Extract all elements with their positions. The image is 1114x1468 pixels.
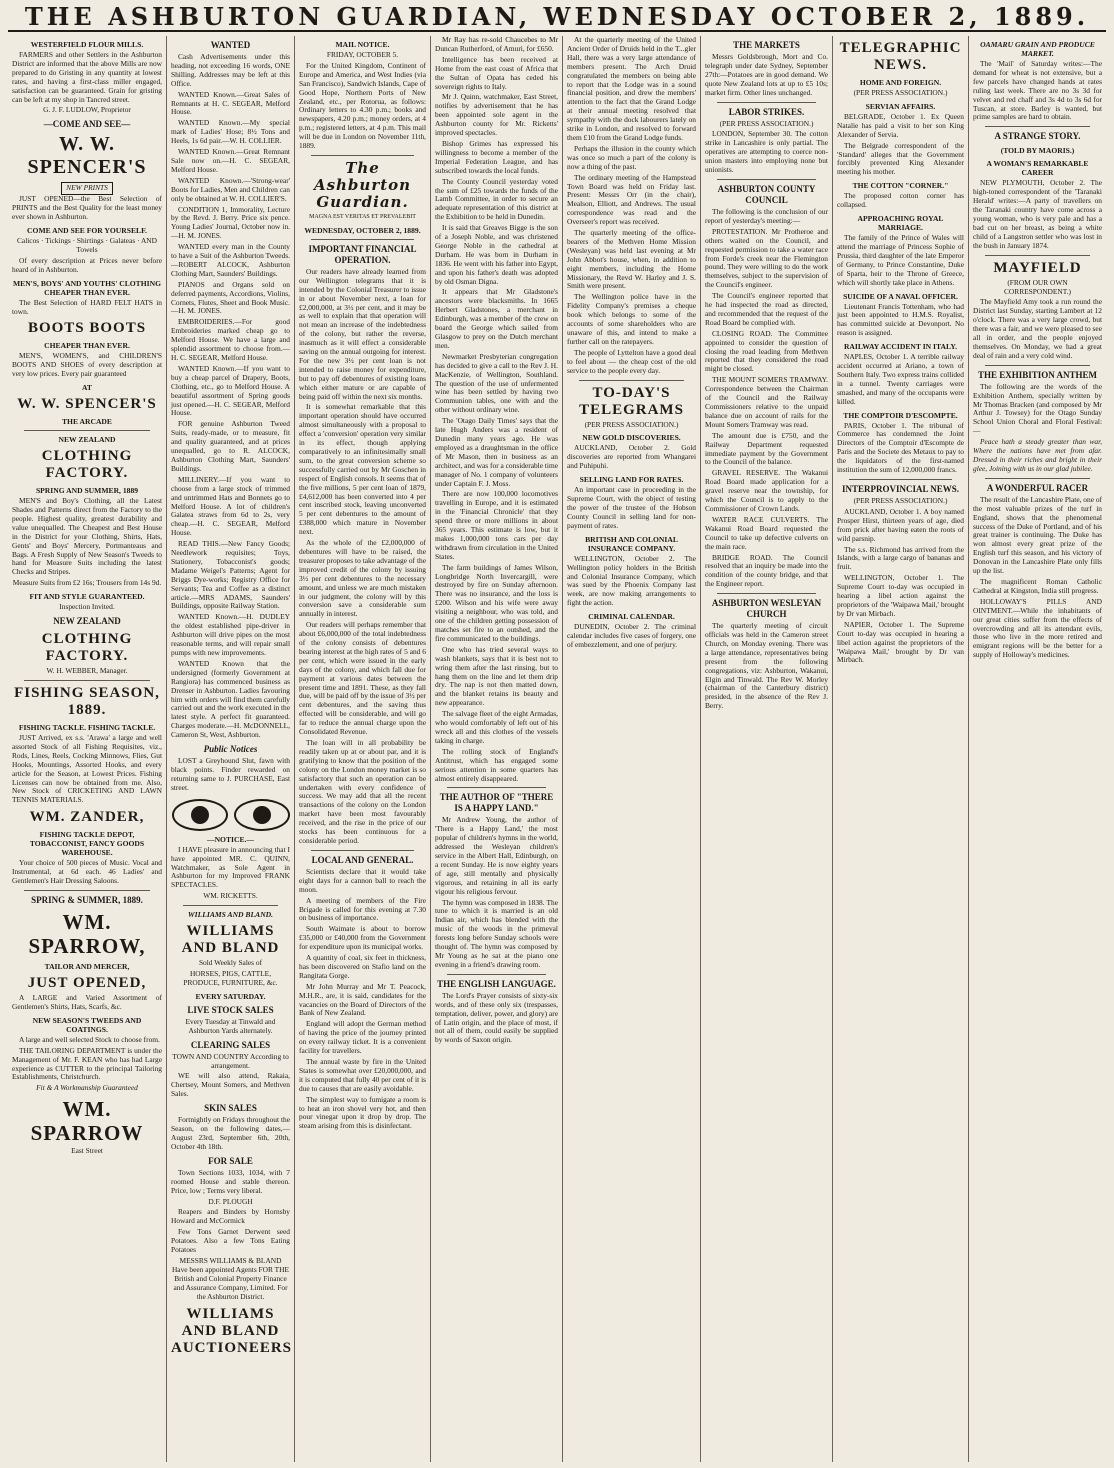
wanted-sub: Cash Advertisements under this heading, not exceeding 16 words, ONE Shilling. Addresses may be left at this Office. [171,52,290,88]
editorial-para: The loan will in all probability be readily taken up at or about par, and it is gratifying to know that the position of the colony on the London money market is so satisfactory that such an operation can be undertaken with every confidence of success. We may add that all the recent transactions of the colony on the London market have been most favourably received, and the rise in the price of our stocks has been continuous for a considerable period. [299,738,426,845]
eye-icon [172,799,228,831]
news-para: At the quarterly meeting of the United Ancient Order of Druids held in the T...gler Hall, there was a very large attendance of members present. The Arch Druid congratulated the members on being able to report that the Lodge was in a sound financial position, and drew the members' attention to the fact that the Grand Lodge at their annual meeting resolved that sympathy with the dock labourers lately on strike in London, and resolved to forward them £10 from the Grand Lodge funds. [567,36,696,142]
masthead [8,2,1106,32]
church-text: The quarterly meeting of circuit officials was held in the Cameron street Church, on Monday evening. There was a large attendance, representatives being present from the following congregations, viz: Ashburton, Wakanui, Elgin and Tinwald. The Rev W. Morley (chairman of the Canterbury district) presided, in the absence of the Rev J. Berry. [705,621,828,711]
tailoring-text: THE TAILORING DEPARTMENT is under the Management of Mr. F. KEAN who has had Large experience as CUTTER to the principal Tailoring Establishments, Christchurch. [12,1045,162,1082]
local-para: The simplest way to fumigate a room is to heat an iron shovel very hot, and then pour vinegar upon it drop by drop. The steam arising from this is disinfectant. [299,1094,426,1131]
mayfield-sub: (FROM OUR OWN CORRESPONDENT.) [1004,277,1071,296]
boots-heading: BOOTS BOOTS [27,320,147,337]
spencer-name-2: W. W. SPENCER'S [17,396,157,413]
new-prints-badge: NEW PRINTS [61,182,113,195]
council-para: PROTESTATION. Mr Protheroe and others waited on the Council, and requested permission to take a water race from Forde's creek near the Flemington pound. They were willing to do the work themselves, subject to the supervision of the Council's engineer. [705,226,828,290]
council-para: The amount due is £750, and the Railway Department requested immediate payment by the Government to the Council of the balance. [705,430,828,467]
local-para: Mr John Murray and Mr T. Peacock, M.H.R., are, it is said, candidates for the vacancies on the Board of Directors of the Bank of New Zealand. [299,981,426,1018]
columns [8,36,1106,1462]
interprovincial-heading: INTERPROVINCIAL NEWS. [841,484,960,494]
strange-sub: (TOLD BY MAORIS.) [1000,146,1075,156]
labor-text: LONDON, September 30. The cotton strike in Lancashire is only partial. The operatives are attempting to coerce non-union masters into employing none but unionists. [705,129,828,175]
agents-text: MESSRS WILLIAMS & BLAND Have been appointed Agents FOR THE British and Colonial Property Finance and Assurance Company, Limited. For the Ashburton District. [171,1255,290,1301]
mail-heading: MAIL NOTICE. [335,40,390,49]
public-notices: Public Notices [203,744,258,755]
cotton-text: The proposed cotton corner has collapsed. [837,191,964,210]
railway-heading: RAILWAY ACCIDENT IN ITALY. [843,342,958,352]
news-para: Newmarket Presbyterian congregation has decided to give a call to the Rev J. H. MacKenzie, of Wellington, Southland. The question of the use of unfermented wine has been settled by having two Communion tables, one with and the other without ordinary wine. [435,351,558,415]
clothing-factory: CLOTHING FACTORY. [41,448,133,482]
hats-text: The Best Selection of HARD FELT HATS in town. [12,297,162,316]
council-para: The following is the conclusion of our report of yesterday's meeting:— [705,206,828,225]
every-saturday: EVERY SATURDAY. [195,991,266,1001]
inspection: Inspection Invited. [59,602,115,612]
zander-text: Your choice of 500 pieces of Music. Vocal and Instrumental, at 6d each. 46 Ladies' and Gentlemen's Hair Dressing Saloons. [12,858,162,886]
wb-heading: WILLIAMS AND BLAND [181,923,280,957]
gold-text: AUCKLAND, October 2. Gold discoveries are reported from Whangarei and Puhipuhi. [567,443,696,471]
rickets: WM. RICKETTS. [203,891,258,901]
council-heading: ASHBURTON COUNTY COUNCIL [717,183,816,205]
at-label: AT [82,383,92,393]
church-heading: ASHBURTON WESLEYAN CHURCH [711,598,822,620]
wanted-ad: WANTED Known.—Great Sales of Remnants at H. C. SEGEAR, Melford House. [171,89,290,117]
strange-heading: A STRANGE STORY. [994,131,1081,142]
council-para: GRAVEL RESERVE. The Wakanui Road Board made application for a gravel reserve near the township, for which the Council is to apply to the Commissioner of Crown Lands. [705,468,828,513]
news-para: Mr Ray has re-sold Chaucebes to Mr Duncan Rutherford, of Amuri, for £650. [435,36,558,53]
sell-text: WE will also attend, Rakaia, Chertsey, Mount Somers, and Methven Sales. [171,1071,290,1099]
guardian-masthead: The Ashburton Guardian. [313,158,412,211]
tackle-text: JUST Arrived, ex s.s. 'Arawa' a large and well assorted Stock of all Fishing Requisites, viz., Rods, Lines, Reels, Cocking Minnows, Flies, Gut Hooks, Mountings, Assorted Hooks, and every article for the Season, at Lowest Prices. Fishing Licenses can now be obtained from me. Also, New Stock of CRICKETING AND LAWN TENNIS MATERIALS. [12,733,162,805]
news-para: The 'Otago Daily Times' says that the late Hugh Anders was a resident of Dunedin many years ago. He was employed as a draughtsman in the office of Mr Mason, then in business as an architect, and was for a considerable time manager of No. 1 company of volunteers under Captain F. J. Moss. [435,416,558,488]
fishing-tackle: FISHING TACKLE. FISHING TACKLE. [18,723,156,732]
east-street: East Street [71,1146,103,1156]
wb-items: HORSES, PIGS, CATTLE, PRODUCE, FURNITURE, &c. [183,969,278,987]
editorial-para: It is somewhat remarkable that this important operation should have occurred almost simultaneously with a proposal to effect a 'conversion' operation very similar in its effect, though applying comparatively to an infinitesimally small sum, to the great conversion scheme so successfully carried out by Mr Goschen in respect of English consols. It seems that of the five millions, 5 per cent loan of 1879, £4,612,000 has been converted into 4 per cent inscribed stock, leaving unconverted 5 per cent debentures to the amount of £388,000 which mature in November next. [299,402,426,537]
live-stock: LIVE STOCK SALES [187,1004,274,1015]
inter-para: WELLINGTON, October 1. The Supreme Court to-day was occupied in hearing a libel action against the proprietors of the 'Waipawa Mail,' brought by Dr van Mirbach. [837,573,964,618]
comptoir-heading: THE COMPTOIR D'ESCOMPTE. [843,410,958,420]
come-see: —COME AND SEE— [43,119,131,130]
measure-text: Measure Suits from £2 16s; Trousers from 14s 9d. [12,578,162,588]
council-para: CLOSING ROAD. The Committee appointed to consider the question of closing the road leading from Methven reported that they considered the road might be closed. [705,328,828,374]
wanted-ad: CONDITION 1, Immorality, Lecture by the Revd. J. Berry. Price six pence. Young Ladies' Journal, October now in.—H. M. JONES. [171,204,290,241]
anthem-text: The following are the words of the Exhibition Anthem, specially written by Mr Thomas Bracken (and composed by Mr Arthur J. Towsey) for the Otago Sunday School Union Choral and Floral Festival:— [973,381,1102,436]
mail-text: For the United Kingdom, Continent of Europe and America, and West Indies (via San Francisco), Sandwich Islands, Cape of Good Hope, Northern Ports of New Zealand, etc., per Rotorua, as follows: Ordinary letters to 4.30 p.m.; books and newspapers, 4.20 p.m.; money orders, at 4 p.m.; registered letters, at 4 p.m. This mail will be due in London on November 11th, 1889. [299,60,426,151]
wanted-ad: WANTED Known.—Great Remnant Sale now on.—H. C. SEGEAR, Melford House. [171,147,290,174]
column-1-advertisements [8,36,166,1462]
suicide-text: Lieutenant Francis Tottenham, who had just been appointed to H.M.S. Royalist, has committed suicide at Devonport. No reason is assigned. [837,301,964,338]
local-para: South Waimate is about to borrow £35,000 or £40,000 from the Government for expenditure upon its municipal works. [299,924,426,952]
fishing-season: FISHING SEASON, 1889. [14,685,160,718]
land-text: An important case in proceeding in the Supreme Court, with the object of testing the power of the trustee of the Hobson County Council in selling land for non-payment of rates. [567,485,696,530]
wanted-ad: WANTED Known.—'Strong-wear' Boots for Ladies, Men and Children can only be obtained at W. H. COLLIER'S. [171,175,290,203]
mens-clothing: MEN'S, BOYS' AND YOUTHS' CLOTHING CHEAPER THAN EVER. [12,278,162,297]
woman-heading: A WOMAN'S REMARKABLE CAREER [986,159,1089,178]
spencer-text: JUST OPENED—the Best Selection of PRINTS and the Best Quality for the least money ever shown in Ashburton. [12,194,162,222]
news-para: Intelligence has been received at Home from the east coast of Africa that the Sultan of Opata has ceded his sovereign rights to Italy. [435,54,558,91]
notice-heading: —NOTICE.— [206,834,255,844]
mill-heading: WESTERFIELD FLOUR MILLS. [30,40,144,49]
market-heading: OAMARU GRAIN AND PRODUCE MARKET. [980,40,1095,58]
sale-item: D.F. PLOUGH [208,1196,253,1206]
live-text: Every Tuesday at Tinwald and Ashburton Yards alternately. [185,1016,276,1035]
local-para: Scientists declare that it would take eight days for a cannon ball to reach the moon. [299,866,426,894]
anthem-verse: Peace hath a steady greater than war, Where the nations have met from afar. Dressed in their riches and bright in their glee, Joining with us in our glad jubilee. [973,437,1102,473]
news-para: Perhaps the illusion in the county which was once so much a part of the colony is now a thing of the past. [567,143,696,171]
telegrams-heading: TO-DAY'S TELEGRAMS [579,384,684,418]
mill-signature: G. J. F. LUDLOW, Proprietor [43,105,131,115]
sparrow-text: A LARGE and Varied Assortment of Gentlemen's Shirts, Hats, Scarfs, &c. [12,992,162,1011]
railway-text: NAPLES, October 1. A terrible railway accident occurred at Ariano, a town of Southern Italy. Two express trains collided in a tunnel. Twenty carriages were smashed, and many of the occupants were killed. [837,352,964,406]
telegraphic-heading: TELEGRAPHIC NEWS. [839,40,962,73]
insurance-text: WELLINGTON, October 2. The Wellington policy holders in the British and Colonial Insurance Company, which was sued by the Phoenix Company last week, are now making arrangements to fight the action. [567,553,696,608]
inter-para: NAPIER, October 1. The Supreme Court to-day was occupied in hearing a libel action against the proprietors of the 'Waipawa Mail,' brought by Dr van Mirbach. [837,619,964,665]
clearing-text: TOWN AND COUNTRY According to arrangement. [172,1051,289,1070]
news-para: The County Council yesterday voted the sum of £25 towards the funds of the Lamb Committee, in order to secure an adequate representation of this district at the Exhibition to be held in Dunedin. [435,176,558,222]
news-para: Mr J. Quinn, watchmaker, East Street, notifies by advertisement that he has been appointed sole agent in the Ashburton county for Mr. Ricketts' improved spectacles. [435,92,558,138]
criminal-text: DUNEDIN, October 2. The criminal calendar includes five cases of forgery, one of embezzlement, and one of perjury. [567,622,696,649]
local-para: England will adopt the German method of having the price of the journey printed on every railway ticket. It is a convenient facility for travellers. [299,1019,426,1056]
royal-text: The family of the Prince of Wales will attend the marriage of Princess Sophie of Prussia, third daughter of the late Emperor of Germany, to Prince Constantine, Duke of Sparta, heir to the Throne of Greece, which will shortly take place in Athens. [837,233,964,287]
wanted-ad: WANTED Known.—My special mark of Ladies' Hose; 8½ Tons and Heels, 1s 6d pair.—W. H. COLLIER. [171,118,290,146]
sale-item: Few Tons Garnet Derwent seed Potatoes. Also a few Tons Eating Potatoes [171,1227,290,1255]
holloway-text: HOLLOWAY'S PILLS AND OINTMENT.—While the inhabitants of our great cities suffer from the effects of overcrowding and all its attendant evils, those who live in the more retired and emigrant regions will be the better for a supply of Holloway's medicines. [973,596,1102,660]
local-para: The annual waste by fire in the United States is somewhat over £20,000,000, and it is computed that fully 40 per cent of it is due to causes that are easily avoidable. [299,1057,426,1093]
local-para: A meeting of members of the Fire Brigade is called for this evening at 7.30 on business of importance. [299,895,426,923]
news-para: The farm buildings of James Wilson, Longbridge North Invercargill, were destroyed by fire on Sunday afternoon. There was no insurance, and the loss is £200. Wilson and his wife were away visiting a neighbour, who was told, and one of the children getting possession of matches set fire to an outshed, and the fire communicated to the buildings. [435,562,558,643]
wanted-ad: WANTED every man in the County to have a Suit of the Ashburton Tweeds.—ROBERT ALCOCK, Ashburton Clothing Mart, Saunders' Buildings. [171,242,290,278]
local-general: LOCAL AND GENERAL. [311,854,414,865]
news-para: The people of Lyttelton have a good deal to feel about — the cheap cost of the old service to the people every day. [567,347,696,375]
news-para: It appears that Mr Gladstone's ancestors were blacksmiths. In 1665 Herbert Gladstones, a merchant in Edinburgh, was a member of the crew on board the George which sailed from Glasgow to prey on the Dutch merchant men. [435,287,558,350]
tweeds-heading: NEW SEASON'S TWEEDS AND COATINGS. [32,1015,142,1034]
home-foreign: HOME AND FOREIGN. [859,78,942,87]
editorial-para: Our readers have already learned from our Wellington telegrams that it is intended by the Colonial Treasurer to issue in or about November next, a loan for £2,000,000, at 3½ per cent, and it may be as well to explain that that operation will not mean an increase of the indebtedness of the colony, but rather the reverse, inasmuch as it will effect a considerable saving on the annual outgoing for interest. For the new 3½ per cent loan is not intended to raise money for expenditure, but to pay off debentures of existing loans which either mature or are capable of being paid off within the next six months. [299,266,426,401]
nz-label-2: NEW ZEALAND [53,616,121,627]
mill-text: FARMERS and other Settlers in the Ashburton District are informed that the above Mills are now prepared to do Gristing in any quantity at lowest rates, and having a first-class miller engaged, satisfaction can be guaranteed. Grain for gristing can be left at my shop in Tancred street. [12,50,162,104]
tweeds-text: A large and well selected Stock to choose from. [19,1034,160,1044]
webber-manager: W. H. WEBBER, Manager. [46,666,128,676]
factory-text: MEN'S and Boy's Clothing, all the Latest Shades and Patterns direct from the Factory to the people. Highest quality, greatest durability and value unequalled. The Cheapest and Best House in the District for your Clothing, Shirts, Hats, Gents' and Boys' Mercery, Portmanteaus and Bags. A Fresh Supply of New Season's Tweeds to hand for Measure Suits including the latest Checks and Stripes. [12,496,162,577]
labor-heading: LABOR STRIKES. [728,106,805,117]
editorial-para: As the whole of the £2,000,000 of debentures will have to be raised, the treasurer proposes to take advantage of the improved credit of the colony by issuing 3½ per cent debentures to the necessary amount, and unless we are much mistaken in our judgment, the colony will by this conversion save a considerable sum annually in interest. [299,538,426,619]
language-text: The Lord's Prayer consists of sixty-six words, and of these only six (trespasses, temptation, deliver, power, and glory) are of Latin origin, and the place of most, if not all of them, could easily be supplied by words of Saxon origin. [435,990,558,1045]
wanted-ad: WANTED Known.—H. DUDLEY the oldest established pipe-driver in Ashburton will drive pipes on the most reasonable terms, and will repair small pumps with new improvements. [171,612,290,657]
press-association: (PER PRESS ASSOCIATION.) [584,419,679,429]
market-text: The 'Mail' of Saturday writes:—The demand for wheat is not extensive, but a few parcels have changed hands at rates ruling last week. There are no 3s 3d for velvet and red chaff and 3s 4d to 3s 6d for Tuscan, at store. Barley is wanted, but prime samples are hard to obtain. [973,59,1102,122]
comptoir-text: PARIS, October 1. The tribunal of Commerce has condemned the Joint Directors of the Comptoir d'Escompte de Paris and the Societe des Metaux to pay to the liquidators of the first-named institution the sum of 12,000,000 francs. [837,420,964,475]
author-heading: THE AUTHOR OF "THERE IS A HAPPY LAND." [439,792,554,814]
criminal-heading: CRIMINAL CALENDAR. [588,612,675,622]
council-para: The Council's engineer reported that he had inspected the road as directed, and recommended that the request of the Road Board be complied with. [705,291,828,327]
news-para: Bishop Grimes has expressed his willingness to become a member of the Imperial Federation League, and has subscribed towards the local funds. [435,138,558,175]
racer-heading: A WONDERFUL RACER [986,482,1089,493]
wanted-ad: PIANOS and Organs sold on deferred payments, Accordions, Violins, Cornets, Flutes, Sheet and Book Music.—H. M. JONES. [171,279,290,316]
boots-sub: CHEAPER THAN EVER. [44,341,130,351]
zander-sub: FISHING TACKLE DEPOT, TOBACCONIST, FANCY GOODS WAREHOUSE. [29,830,145,858]
column-8-features [968,36,1106,1462]
author-para: The hymn was composed in 1838. The tune to which it is married is an old Indian air, which has blended with the music of the woods in the primeval forests long before Sunday schools were thought of. The hymn was composed by Mr Young as he sat at the piano one evening in a friend's drawing room. [435,897,558,969]
servian-text: BELGRADE, October 1. Ex Queen Natalie has paid a visit to her son King Alexander of Servia. [837,111,964,139]
cotton-heading: THE COTTON "CORNER." [852,181,949,191]
issue-date: WEDNESDAY, OCTOBER 2, 1889. [304,225,421,235]
news-para: The quarterly meeting of the office-bearers of the Methven Home Mission (Wesleyan) was held last evening at Mr John Abbot's house, when, in addition to eight members, including the Home Missionary, the Revd W. Harley and J. S. Smith were present. [567,228,696,291]
labor-press: (PER PRESS ASSOCIATION.) [719,118,814,128]
column-5-news [562,36,700,1462]
arcade: THE ARCADE [61,417,112,427]
come-see-yourself: COME AND SEE FOR YOURSELF. [27,225,147,235]
skin-text: Fortnightly on Fridays throughout the Season, on the following dates,—August 23rd, September 6th, 20th, October 4th 18th. [171,1115,290,1151]
insurance-heading: BRITISH AND COLONIAL INSURANCE COMPANY. [585,534,678,553]
for-sale: FOR SALE [208,1155,253,1166]
column-4-news [430,36,562,1462]
motto: MAGNA EST VERITAS ET PREVALEBIT [309,213,416,220]
cathedral-text: The magnificent Roman Catholic Cathedral at Kingston, India still progress. [973,576,1102,595]
sale-item: Town Sections 1033, 1034, with 7 roomed House and stable thereon. Price, low ; Terms very liberal. [171,1167,290,1195]
news-para: The ordinary meeting of the Hampstead Town Board was held on Friday last. Present: Messrs Orr (in the chair), Mealson, Elliott, and Andrews. The usual correspondence was read and the Overseer's report was received. [567,172,696,227]
notice-text: I HAVE pleasure in announcing that I have appointed MR. C. QUINN, Watchmaker, as Sole Agent in Ashburton for my Improved FRANK SPECTACLES. [171,844,290,890]
clearing-sales: CLEARING SALES [190,1039,271,1050]
column-7-telegraphic [832,36,968,1462]
wb-italic: WILLIAMS AND BLAND. [187,910,274,920]
language-heading: THE ENGLISH LANGUAGE. [437,978,556,989]
news-para: One who has tried several ways to wash blankets, says that it is best not to wring them after the last rinsing, but to hang them on the line and let them drip dry. The nap is not then matted down, and the blanket retains its beauty and new appearance. [435,644,558,708]
news-para: There are now 100,000 locomotives travelling in Europe, and it is estimated in the 'Financial Chronicle' that they spend three or more millions in about 365 years. This estimate is low, but it makes 1,000,000 tons cars per day withdrawn from circulation in the United States. [435,489,558,561]
column-3-editorial [294,36,430,1462]
zander-name: WM. ZANDER, [29,809,145,826]
news-para: The Wellington police have in the Fidelity Company's premises a cheque book which belongs to some of the accounts of some shareholders who are unaware of this, and intend to make a further call on the ratepayers. [567,292,696,346]
eyes-illustration [171,799,290,831]
boots-text: MEN'S, WOMEN'S, and CHILDREN'S BOOTS AND SHOES of every description at very low prices. Every pair guaranteed [12,351,162,379]
spring-label: SPRING AND SUMMER, 1889 [35,486,139,496]
wanted-ad: WANTED Known.—If you want to buy a cheap parcel of Drapery, Boots, Clothing, etc., go to Melford House. A beautiful assortment of Spring goods just opened.—H. C. SEGEAR, Melford House. [171,363,290,418]
news-para: It is said that Greaves Bigge is the son of a Joseph Noble, and was christened George Noble in the cathedral at Durham. He was born in Durham in 1836. He went with his father into Egypt, and upon his father's death was adopted by old Osman Digna. [435,223,558,286]
fabrics-list: Calicos · Tickings · Shirtings · Galateas · AND Towels [16,235,157,254]
wanted-ad: EMBROIDERIES.—For good Embroideries marked cheap go to Melford House. We have a large and splendid assortment to choose from.—H. C. SEGEAR, Melford House. [171,317,290,362]
anthem-heading: THE EXHIBITION ANTHEM [977,369,1098,380]
servian-text-2: The Belgrade correspondent of the 'Standard' alleges that the Government forcibly prevented King Alexander meeting his mother. [837,140,964,177]
wanted-ad: FOR genuine Ashburton Tweed Suits, ready-made, or to measure, fit and quality guaranteed, and at prices unequalled, go to R. ALCOCK, Ashburton Clothing Mart, Saunders' Buildings. [171,419,290,473]
sale-item: Reapers and Binders by Hornsby Howard and McCormick [171,1207,290,1226]
racer-text: The result of the Lancashire Plate, one of the most valuable prizes of the turf in England, shows that the phenomenal success of the Duke of Portland, and of his great trainer is continuing. The Duke has won almost every great prize of the English turf this season, and his victory of Donovan in the Lancashire Plate only fills up the list. [973,494,1102,576]
markets-text: Messrs Goldsbrough, Mort and Co. telegraph under date Sydney, September 27th:—Potatoes are in good demand. We quote New Zealand lots at up to £5 10s; market firm. Other lines unchanged. [705,52,828,97]
wb-sold: Sold Weekly Sales of [198,958,263,968]
council-para: THE MOUNT SOMERS TRAMWAY. Correspondence between the Chairman of the Council and the Railway Commissioners relative to the unpaid balance due on account of rails for the Mount Somers Tramway was read. [705,375,828,429]
eye-icon [234,799,290,831]
wanted-ad: WANTED Known that the undersigned (formerly Government at Rangiora) has commenced business as Drenser in Ashburton. Ladies favouring him with orders will find them carefully carried out and the work executed in the latest style. A perfect fit guaranteed. Charges moderate.—H. McDONNELL, Cameron St, West, Ashburton. [171,658,290,740]
lost-notice: LOST a Greyhound Slut, fawn with black points. Finder rewarded on returning same to J. PURCHASE, East street. [171,756,290,792]
author-para: Mr Andrew Young, the author of 'There is a Happy Land,' the most popular of children's hymns in the world, addressed the Wesleyan children's service in the Albert Hall, Edinburgh, on a recent Sunday. He is now eighty years of age, still mentally and physically vigorous, and retaining in all its early vigour his religious fervour. [435,815,558,896]
gold-heading: NEW GOLD DISCOVERIES. [582,433,681,443]
sparrow-name-2: WM. SPARROW [30,1097,144,1146]
news-para: The rolling stock of England's Antitrust, which has engaged some serious attention in some quarters has almost entirely disappeared. [435,746,558,783]
skin-sales: SKIN SALES [204,1103,257,1114]
column-6-council [700,36,832,1462]
inter-press: (PER PRESS ASSOCIATION.) [853,496,948,505]
suicide-heading: SUICIDE OF A NAVAL OFFICER. [843,291,958,301]
strange-text: NEW PLYMOUTH, October 2. The high-toned correspondent of the 'Taranaki Herald' writes:—A party of travellers on the Taranaki country have come across a young woman, who is very pale and has a bad cut on her breast, as being a white child of a Langstron settler who was lost in the bush in January 1874. [973,178,1102,250]
markets-heading: THE MARKETS [733,40,800,50]
editorial-para: Our readers will perhaps remember that about £6,000,000 of the total indebtedness of the colony consists of debentures bearing interest at the high rates of 5 and 6 per cent, which were issued in the early days of the colony, and which fall due for payment at various dates between the present time and 1891. These, as they fall due, will be paid off by the issue of 3½ per cent debentures, and the saving thus effected will be considerable, and will go far to reduce the annual charge upon the Consolidated Revenue. [299,620,426,737]
workmanship: Fit & A Workmanship Guaranteed [36,1083,138,1093]
spencer-name: W. W. SPENCER'S [27,133,147,179]
clothing-factory-2: CLOTHING FACTORY. [41,631,133,665]
wanted-ad: READ THIS.—New Fancy Goods; Needlework requisites; Toys, Stationery, Tobacconist's goods; Madame Weigel's Patterns; Agent for Briggs Dye-works; Registry Office for Servants; Tea and Coffee as a distinct article.—MRS ADAMS, Saunders' Buildings, opposite Railway Station. [171,539,290,611]
mayfield-text: The Mayfield Amy took a run round the District last Sunday, starting Lambert at 12 o'clock. There was a very large crowd, but there was a fair, and we were pleased to see all in order, and the people enjoyed themselves. On Monday, we had a great deal of rain and a very cold wind. [973,297,1102,360]
auctioneers: WILLIAMS AND BLAND AUCTIONEERS [171,1305,293,1356]
column-2-notices [166,36,294,1462]
land-heading: SELLING LAND FOR RATES. [579,475,684,485]
news-para: The salvage fleet of the eight Armadas, who would comfortably of left out of his wreck all and this clothes of the vessels taking in charge. [435,709,558,745]
council-para: WATER RACE CULVERTS. The Wakanui Road Board requested the Council to take up defective culverts on the main race. [705,514,828,551]
press-association: (PER PRESS ASSOCIATION.) [853,88,948,97]
tailor-mercer: TAILOR AND MERCER, [44,961,130,971]
just-opened: JUST OPENED, [27,974,147,991]
spring-summer: SPRING & SUMMER, 1889. [31,894,143,905]
council-para: BRIDGE ROAD. The Council resolved that an inquiry be made into the condition of the county bridge, and that the Engineer report. [705,552,828,589]
sparrow-name: WM. SPARROW, [28,909,146,958]
local-para: A quantity of coal, six feet in thickness, has been discovered on Stafio land on the Rangitata Gorge. [299,953,426,980]
mayfield-heading: MAYFIELD [993,259,1082,276]
newspaper-title: THE ASHBURTON GUARDIAN, WEDNESDAY OCTOBER 2, 1889. [24,1,1090,31]
inter-para: The s.s. Richmond has arrived from the Islands, with a large cargo of bananas and fruit. [837,544,964,572]
fabrics-text: Of every description at Prices never before heard of in Ashburton. [12,255,162,274]
editorial-heading: IMPORTANT FINANCIAL OPERATION. [308,243,417,265]
inter-para: AUCKLAND, October 1. A boy named Prosper Hirst, thirteen years of age, died from prick after having eaten the roots of wild parsnip. [837,506,964,543]
royal-heading: APPROACHING ROYAL MARRIAGE. [857,214,944,233]
wanted-ad: MILLINERY.—If you want to choose from a large stock of trimmed and untrimmed Hats and Bonnets go to Melford House. A lot of children's Galatea straws from 6d to 2s, very cheap.—H. C. SEGEAR, Melford House. [171,474,290,538]
nz-label: NEW ZEALAND [58,435,116,445]
fit-guaranteed: FIT AND STYLE GUARANTEED. [29,592,145,602]
wanted-heading: WANTED [210,40,251,50]
mail-date: FRIDAY, OCTOBER 5. [326,50,399,59]
servian-heading: SERVIAN AFFAIRS. [865,101,936,111]
